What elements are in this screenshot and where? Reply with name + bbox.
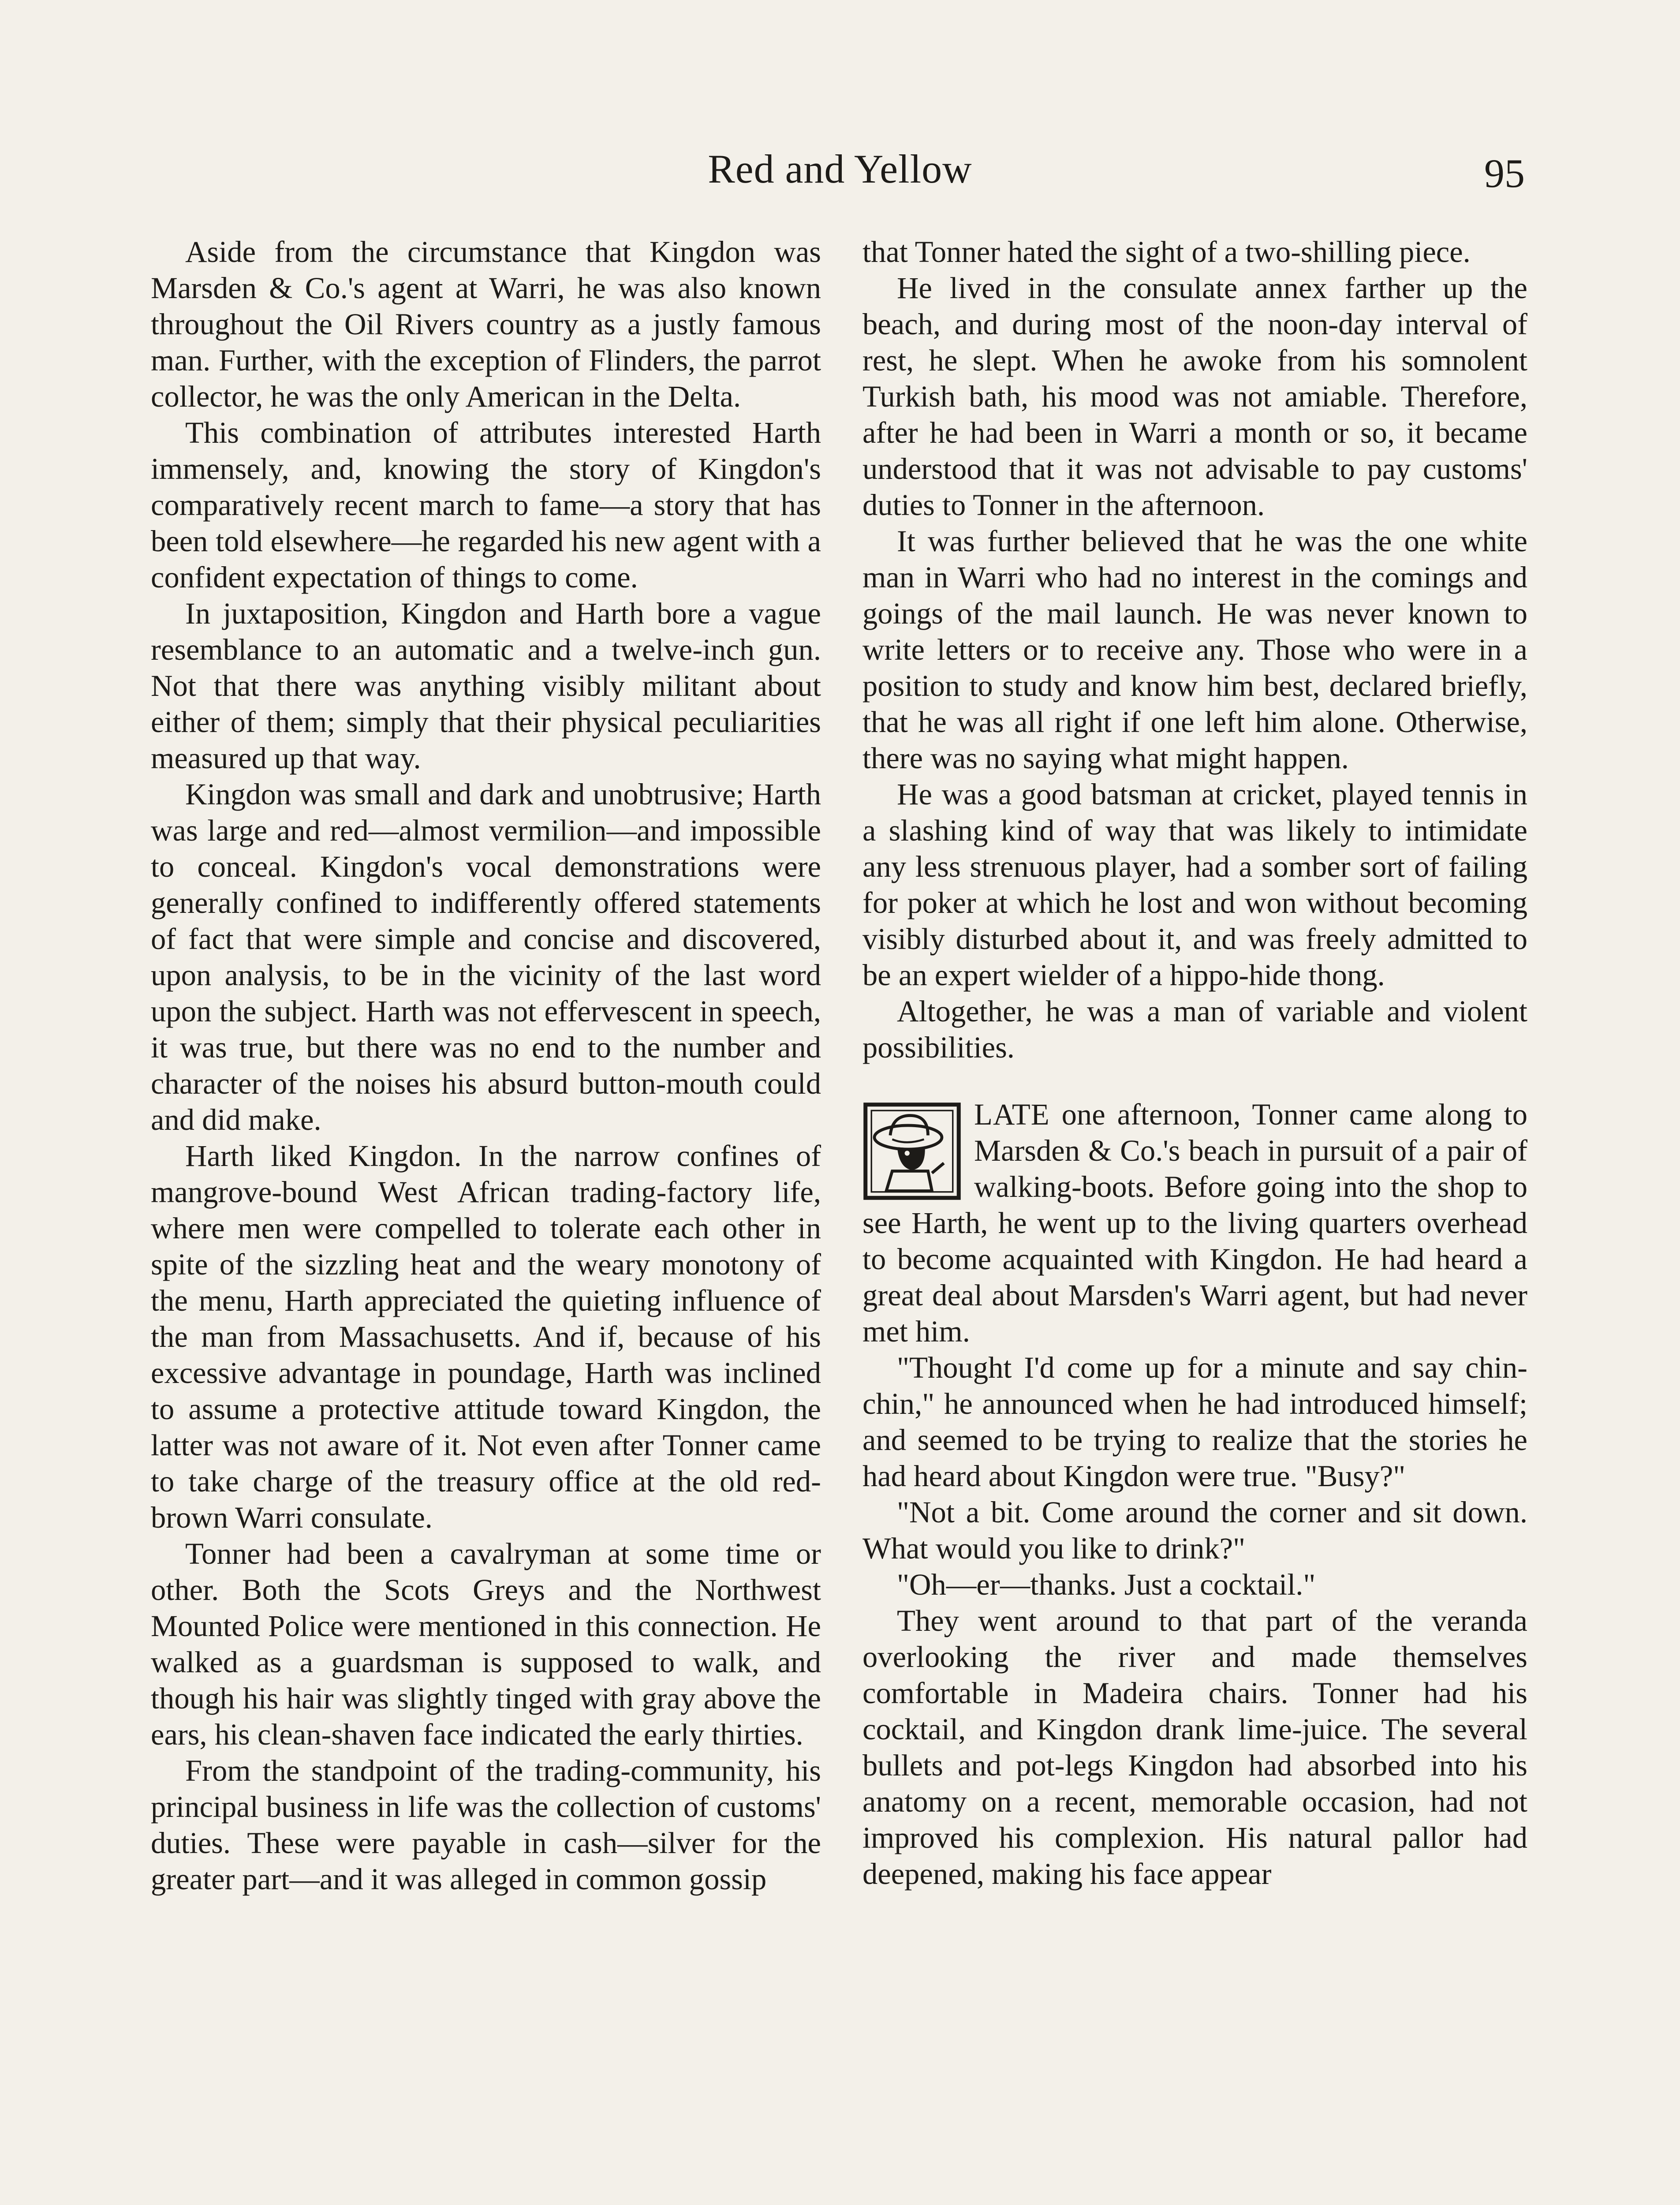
paragraph: "Thought I'd come up for a minute and say chin-chin," he announced when he had introduced himself; and seemed to be trying to realize that the stories he had heard about Kingdon were true. "Busy?"	[862, 1351, 1527, 1493]
paragraph: Kingdon was small and dark and unobtrusive; Harth was large and red—almost vermilion—and impossible to conceal. Kingdon's vocal demonstrations were generally confined to indifferently offered statements of fact that were simple and concise and discovered, upon analysis, to be in the vicinity of the last word upon the subject. Harth was not effervescent in speech, it was true, but there was no end to the number and character of the noises his absurd button-mouth could and did make.	[151, 777, 821, 1136]
paragraph: He was a good batsman at cricket, played tennis in a slashing kind of way that was likely to intimidate any less strenuous player, had a somber sort of failing for poker at which he lost and won without becoming visibly disturbed about it, and was freely admitted to be an expert wielder of a hippo-hide thong.	[862, 777, 1527, 992]
section-break	[862, 1065, 1527, 1096]
paragraph: It was further believed that he was the one white man in Warri who had no interest in the comings and goings of the mail launch. He was never known to write letters or to receive any. Those who were in a position to study and know him best, declared briefly, that he was all right if one left him alone. Otherwise, there was no saying what might happen.	[862, 524, 1527, 775]
paragraph: Aside from the circumstance that Kingdon was Marsden & Co.'s agent at Warri, he was also known throughout the Oil Rivers country as a justly famous man. Further, with the exception of Flinders, the parrot collector, he was the only American in the Delta.	[151, 235, 821, 413]
paragraph: In juxtaposition, Kingdon and Harth bore a vague resemblance to an automatic and a twelve-inch gun. Not that there was anything visibly militant about either of them; simply that their physical peculiarities measured up that way.	[151, 597, 821, 775]
dropcap-first-word: LATE	[974, 1098, 1050, 1131]
right-column	[862, 234, 1527, 1892]
dropcap-paragraph-text: one afternoon, Tonner came along to Marsden & Co.'s beach in pursuit of a pair of walking-boots. Before going into the shop to see Harth, he went up to the living quarters overhead to become acquainted with Kingdon. He had heard a great deal about Marsden's Warri agent, but had never met him.	[862, 1098, 1527, 1348]
dropcap-paragraph	[862, 1096, 1527, 1349]
paragraph: Altogether, he was a man of variable and violent possibilities.	[862, 994, 1527, 1064]
paragraph: "Oh—er—thanks. Just a cocktail."	[897, 1568, 1316, 1601]
paragraph: Harth liked Kingdon. In the narrow confines of mangrove-bound West African trading-factory life, where men were compelled to tolerate each other in spite of the sizzling heat and the weary monotony of the menu, Harth appreciated the quieting influence of the man from Massachusetts. And if, because of his excessive advantage in poundage, Harth was inclined to assume a protective attitude toward Kingdon, the latter was not aware of it. Not even after Tonner came to take charge of the treasury office at the old red-brown Warri consulate.	[151, 1139, 821, 1534]
paragraph: They went around to that part of the veranda overlooking the river and made themselves comfortable in Madeira chairs. Tonner had his cocktail, and Kingdon drank lime-juice. The several bullets and pot-legs Kingdon had absorbed into his anatomy on a recent, memorable occasion, had not improved his complexion. His natural pallor had deepened, making his face appear	[862, 1604, 1527, 1891]
dropcap-illustration-icon	[862, 1102, 962, 1201]
paragraph: "Not a bit. Come around the corner and sit down. What would you like to drink?"	[862, 1495, 1527, 1565]
page-number: 95	[1484, 151, 1525, 196]
paragraph: Tonner had been a cavalryman at some time or other. Both the Scots Greys and the Northwest Mounted Police were mentioned in this connection. He walked as a guardsman is supposed to walk, and though his hair was slightly tinged with gray above the ears, his clean-shaven face indicated the early thirties.	[151, 1537, 821, 1751]
paragraph-continued: that Tonner hated the sight of a two-shilling piece.	[862, 235, 1471, 269]
paragraph: He lived in the consulate annex farther up the beach, and during most of the noon-day interval of rest, he slept. When he awoke from his somnolent Turkish bath, his mood was not amiable. Therefore, after he had been in Warri a month or so, it became understood that it was not advisable to pay customs' duties to Tonner in the afternoon.	[862, 271, 1527, 522]
left-column	[151, 234, 821, 1897]
paragraph: This combination of attributes interested Harth immensely, and, knowing the story of Kingdon's comparatively recent march to fame—a story that has been told elsewhere—he regarded his new agent with a confident expectation of things to come.	[151, 416, 821, 594]
running-header-title: Red and Yellow	[708, 146, 972, 191]
paragraph: From the standpoint of the trading-community, his principal business in life was the collection of customs' duties. These were payable in cash—silver for the greater part—and it was alleged in common gossip	[151, 1754, 821, 1896]
